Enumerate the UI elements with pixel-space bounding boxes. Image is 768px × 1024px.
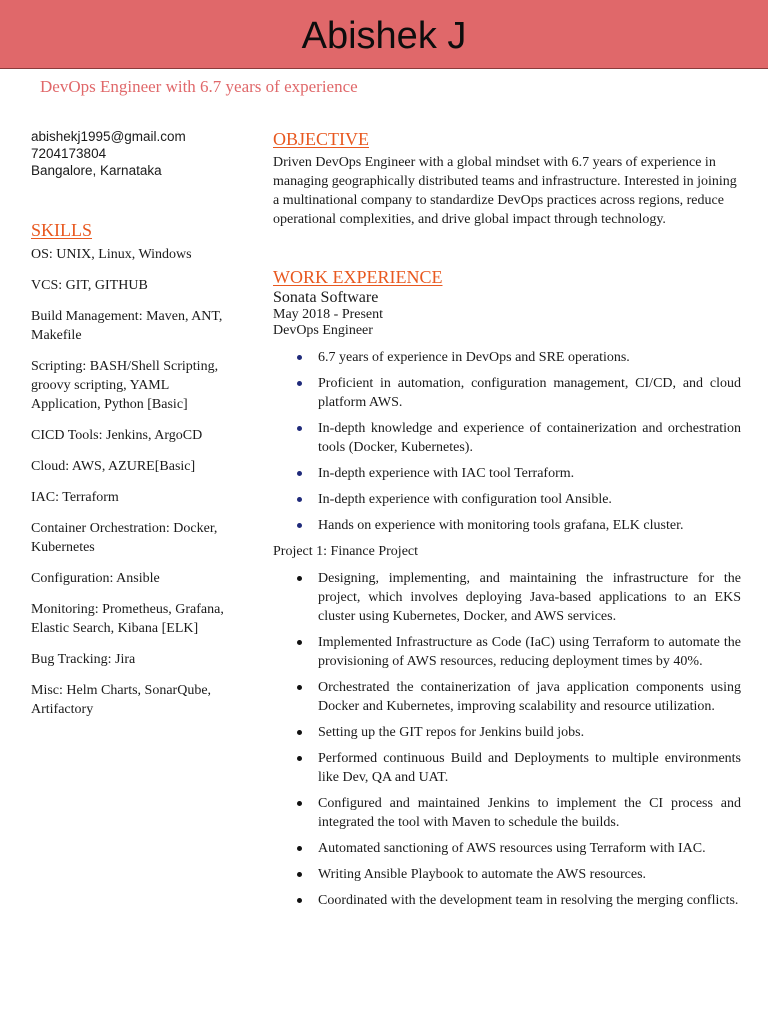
list-item: Proficient in automation, configuration management, CI/CD, and cloud platform AWS. [273, 374, 741, 412]
list-item: Hands on experience with monitoring tools grafana, ELK cluster. [273, 516, 741, 535]
work-experience-heading: WORK EXPERIENCE [273, 267, 443, 287]
contact-email: abishekj1995@gmail.com [31, 129, 186, 144]
skill-item: CICD Tools: Jenkins, ArgoCD [31, 428, 203, 443]
skills-heading: SKILLS [31, 220, 93, 240]
list-item: Configured and maintained Jenkins to implement the CI process and integrated the tool with Maven to schedule the builds. [273, 794, 741, 832]
employment-dates: May 2018 - Present [273, 307, 384, 322]
contact-phone: 7204173804 [31, 146, 107, 161]
skill-item: Misc: Helm Charts, SonarQube, Artifactory [31, 683, 212, 717]
list-item: 6.7 years of experience in DevOps and SRE operations. [273, 348, 741, 367]
job-role: DevOps Engineer [273, 323, 373, 338]
contact-location: Bangalore, Karnataka [31, 163, 162, 178]
skill-item: Cloud: AWS, AZURE[Basic] [31, 459, 196, 474]
skill-item: OS: UNIX, Linux, Windows [31, 247, 192, 262]
list-item: Designing, implementing, and maintaining the infrastructure for the project, which involves deploying Java-based applications to an EKS cluster using Kubernetes, Docker, and AWS services. [273, 569, 741, 626]
left-column [31, 128, 241, 731]
list-item: Orchestrated the containerization of java application components using Docker and Kubernetes, improving scalability and resource utilization. [273, 678, 741, 716]
tagline: DevOps Engineer with 6.7 years of experience [40, 77, 358, 96]
list-item: In-depth experience with configuration tool Ansible. [273, 490, 741, 509]
list-item: Writing Ansible Playbook to automate the AWS resources. [273, 865, 741, 884]
list-item: In-depth experience with IAC tool Terraform. [273, 464, 741, 483]
project-list [273, 569, 741, 910]
list-item: Performed continuous Build and Deployments to multiple environments like Dev, QA and UAT. [273, 749, 741, 787]
contact-block [31, 128, 241, 179]
objective-text: Driven DevOps Engineer with a global mindset with 6.7 years of experience in managing geographically distributed teams and infrastructure. Interested in joining a multinational company to standardize DevOps practices across regions, reduce operational complexities, and drive global impact through technology. [273, 155, 737, 227]
skills-list [31, 245, 241, 719]
skill-item: Monitoring: Prometheus, Grafana, Elastic Search, Kibana [ELK] [31, 602, 224, 636]
company-name: Sonata Software [273, 289, 379, 306]
project-title: Project 1: Finance Project [273, 544, 419, 559]
skill-item: Build Management: Maven, ANT, Makefile [31, 309, 223, 343]
skill-item: Container Orchestration: Docker, Kubernetes [31, 521, 218, 555]
skill-item: VCS: GIT, GITHUB [31, 278, 148, 293]
list-item: Implemented Infrastructure as Code (IaC) using Terraform to automate the provisioning of AWS resources, reducing deployment times by 40%. [273, 633, 741, 671]
right-column [273, 128, 741, 917]
list-item: Automated sanctioning of AWS resources using Terraform with IAC. [273, 839, 741, 858]
list-item: Setting up the GIT repos for Jenkins build jobs. [273, 723, 741, 742]
objective-heading: OBJECTIVE [273, 129, 369, 149]
list-item: In-depth knowledge and experience of containerization and orchestration tools (Docker, Kubernetes). [273, 419, 741, 457]
skill-item: Configuration: Ansible [31, 571, 160, 586]
skill-item: Bug Tracking: Jira [31, 652, 136, 667]
highlights-list [273, 348, 741, 535]
skill-item: IAC: Terraform [31, 490, 119, 505]
list-item: Coordinated with the development team in resolving the merging conflicts. [273, 891, 741, 910]
candidate-name: Abishek J [301, 15, 467, 57]
skill-item: Scripting: BASH/Shell Scripting, groovy scripting, YAML Application, Python [Basic] [31, 359, 219, 412]
